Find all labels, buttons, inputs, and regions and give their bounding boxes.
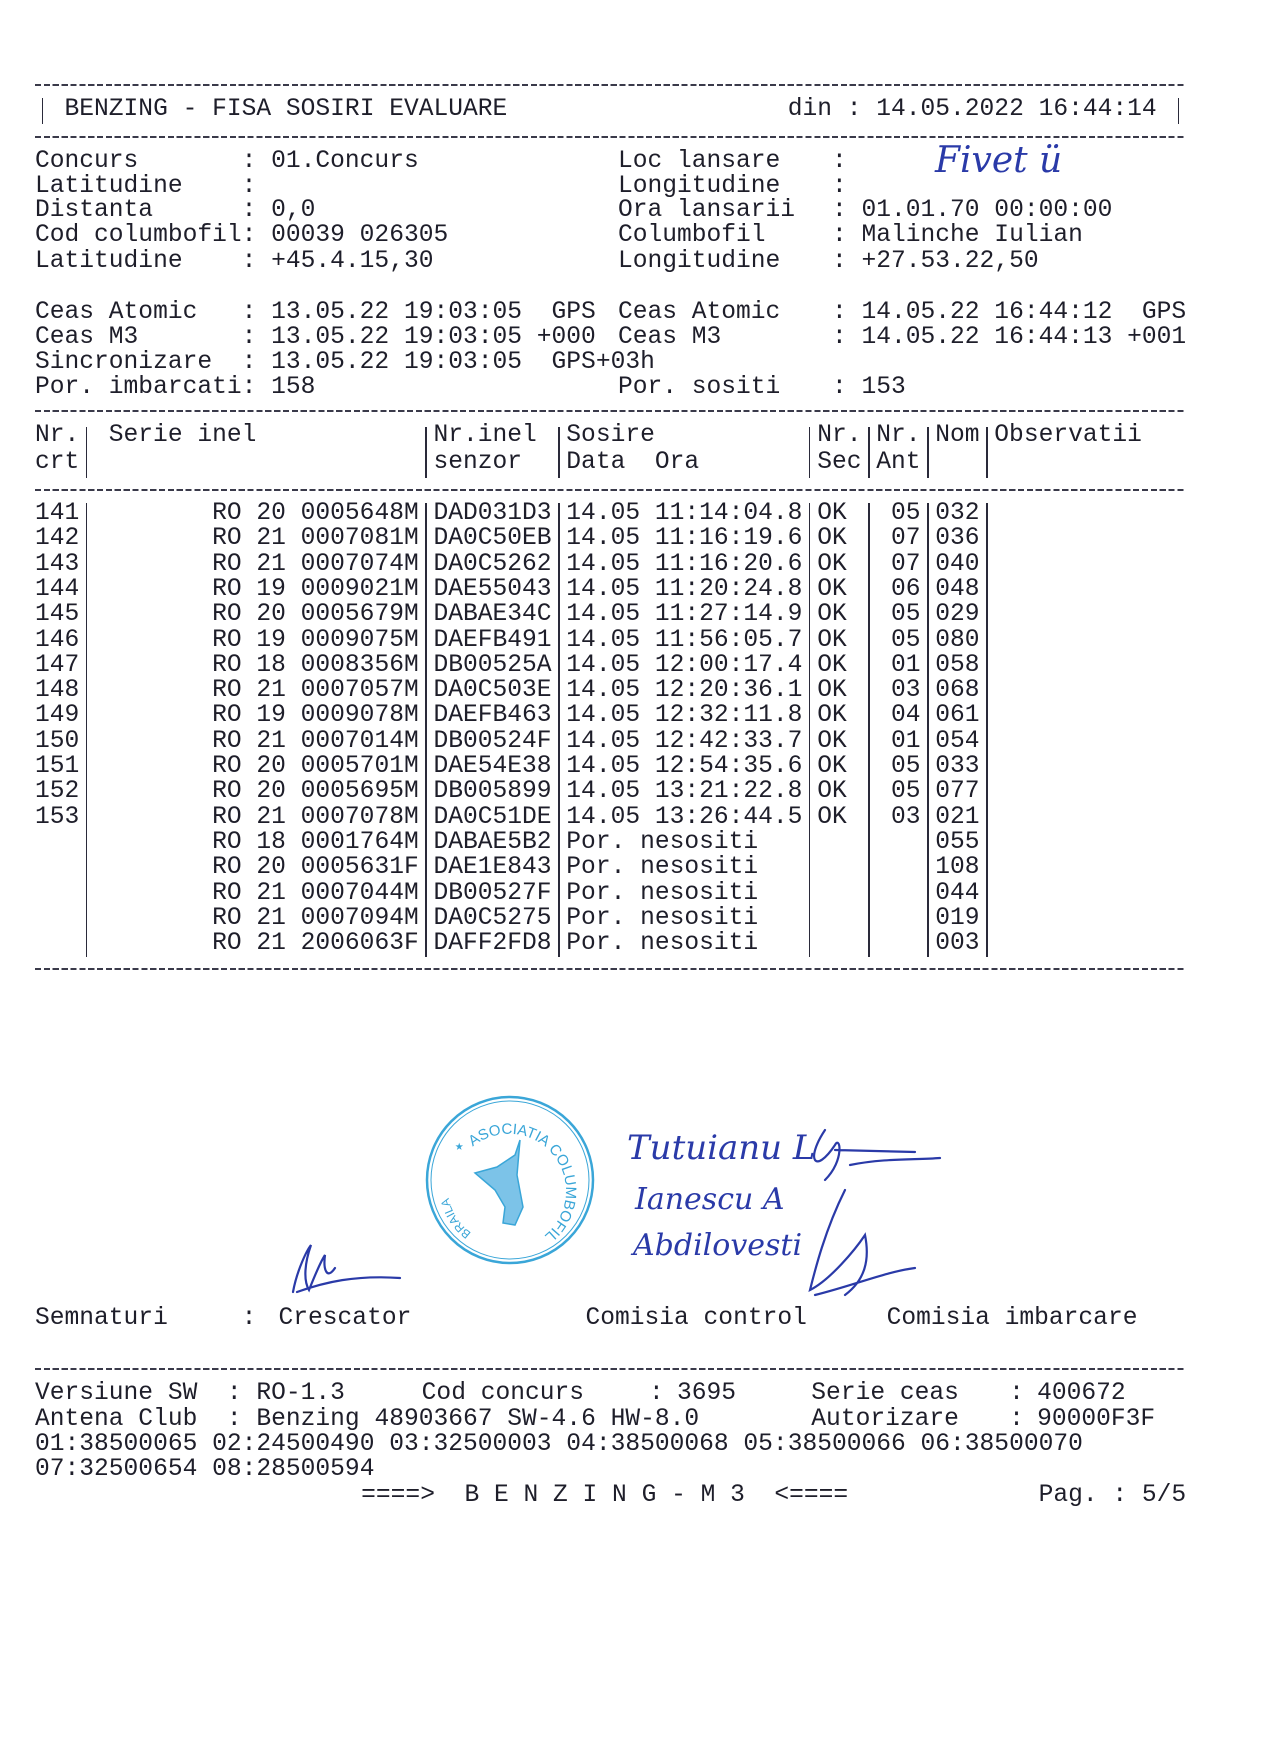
info-value: 0,0 (271, 197, 316, 224)
row-serie-inel: RO 19 0009075M (212, 626, 419, 654)
row-sosire: 14.05 13:26:44.5 (566, 803, 803, 831)
row-senzor: DB005899 (433, 778, 552, 806)
row-sosire: 14.05 12:20:36.1 (566, 677, 803, 705)
clock-value: 13.05.22 19:03:05 (271, 324, 523, 351)
row-status: OK (817, 626, 847, 654)
row-nom: 044 (935, 879, 980, 907)
clock-suffix: GPS (536, 299, 596, 326)
cod-concurs-label: Cod concurs (421, 1380, 585, 1407)
info-value: Malinche Iulian (861, 222, 1083, 249)
info-label: Ora lansarii (617, 197, 796, 224)
info-label: Latitudine (35, 248, 183, 275)
row-antenna: 07 (890, 525, 921, 553)
row-nom: 068 (935, 677, 980, 705)
row-sosire: 14.05 11:27:14.9 (566, 601, 803, 629)
row-status: OK (817, 803, 847, 831)
antennas-line-2: 07:32500654 08:28500594 (35, 1456, 375, 1483)
clock-label: Ceas Atomic (35, 299, 198, 326)
row-antenna: 04 (890, 702, 921, 730)
row-status: OK (817, 575, 847, 603)
col-nr-header-2: crt (35, 449, 80, 476)
clock-label: Ceas M3 (617, 324, 722, 351)
row-serie-inel: RO 20 0005679M (212, 601, 419, 629)
row-serie-inel: RO 21 0007081M (212, 525, 419, 553)
row-nom: 029 (935, 601, 980, 629)
autorizare-value: 90000F3F (1037, 1406, 1156, 1433)
row-senzor: DA0C5262 (433, 550, 552, 578)
row-sosire: Por. nesositi (566, 930, 759, 958)
info-value: +45.4.15,30 (271, 248, 434, 275)
clock-value: 13.05.22 19:03:05 (271, 349, 523, 376)
row-nom: 032 (935, 500, 980, 527)
row-nr: 141 (35, 500, 80, 527)
clock-value: 153 (861, 374, 906, 401)
row-nr: 145 (35, 601, 80, 629)
row-nom: 061 (935, 702, 980, 730)
signature-name-3: Abdilovesti (633, 1228, 803, 1263)
row-nom: 055 (935, 828, 980, 856)
signature-crescator: Crescator (278, 1305, 412, 1332)
row-status: OK (817, 601, 847, 629)
colon: : (831, 148, 847, 175)
colon: : (831, 173, 847, 200)
row-serie-inel: RO 18 0001764M (212, 828, 419, 856)
row-senzor: DA0C5275 (433, 904, 552, 932)
row-nom: 048 (935, 575, 980, 603)
colon: : (1009, 1406, 1024, 1433)
row-sosire: 14.05 11:20:24.8 (566, 575, 803, 603)
col-sec-header: Nr. (817, 422, 862, 449)
info-label: Loc lansare (617, 148, 781, 175)
row-antenna: 05 (890, 601, 921, 629)
clock-suffix: +001 (1112, 324, 1187, 351)
versiune-label: Versiune SW (35, 1380, 198, 1407)
page-number: Pag. : 5/5 (1038, 1482, 1187, 1509)
row-status: OK (817, 500, 847, 527)
colon: : (226, 1406, 242, 1433)
row-nr: 148 (35, 677, 80, 705)
svg-text:ASOCIATIA COLUMBOFILA: ASOCIATIA COLUMBOFILA (419, 1082, 580, 1246)
clock-suffix: GPS (1112, 299, 1187, 326)
handwritten-location: Fivet ü (935, 140, 1063, 181)
row-nom: 033 (935, 753, 980, 780)
clock-label: Por. sositi (617, 374, 781, 401)
info-value: 00039 026305 (271, 222, 449, 249)
row-sosire: Por. nesositi (566, 828, 759, 856)
col-obs-header: Observatii (994, 422, 1142, 449)
clock-suffix: +000 (536, 324, 596, 351)
report-title: BENZING - FISA SOSIRI EVALUARE (64, 96, 508, 123)
row-serie-inel: RO 19 0009021M (212, 575, 419, 603)
colon: : (1009, 1380, 1024, 1407)
row-senzor: DABAE5B2 (433, 828, 552, 856)
info-label: Distanta (35, 197, 154, 224)
colon: : (226, 1380, 242, 1407)
clock-value: 158 (271, 374, 316, 401)
row-senzor: DB00527F (433, 879, 552, 907)
row-nom: 036 (935, 525, 980, 553)
row-nr: 142 (35, 525, 80, 553)
row-senzor: DAE54E38 (433, 753, 552, 780)
info-label: Columbofil (617, 222, 766, 249)
row-sosire: 14.05 11:14:04.8 (566, 500, 803, 527)
row-antenna: 05 (890, 626, 921, 654)
row-senzor: DAE1E843 (433, 854, 552, 882)
serie-ceas-value: 400672 (1037, 1380, 1126, 1407)
row-nr: 152 (35, 778, 80, 806)
row-antenna: 01 (890, 727, 921, 755)
row-status: OK (817, 753, 847, 780)
row-sosire: 14.05 11:16:19.6 (566, 525, 803, 553)
row-nom: 077 (935, 778, 980, 806)
clock-value: 14.05.22 16:44:13 (861, 324, 1113, 351)
antennas-line-1: 01:38500065 02:24500490 03:32500003 04:38500068 05:38500066 06:38500070 (35, 1431, 1083, 1458)
row-nr: 147 (35, 651, 80, 679)
row-nr: 146 (35, 626, 80, 654)
colon: : (241, 248, 257, 275)
divider (35, 1368, 1186, 1370)
row-nom: 021 (935, 803, 980, 831)
colon: : (648, 1380, 664, 1407)
col-sosire-header-2: Data Ora (566, 449, 700, 476)
colon: : (241, 222, 257, 249)
row-antenna: 05 (890, 778, 921, 806)
colon: : (241, 299, 257, 326)
signature-comisia-imbarcare: Comisia imbarcare (886, 1305, 1138, 1332)
info-label: Longitudine (617, 173, 781, 200)
clock-value: 14.05.22 16:44:12 (861, 299, 1113, 326)
col-sosire-header: Sosire (566, 422, 655, 449)
clock-label: Por. imbarcati (35, 374, 242, 401)
row-status: OK (817, 525, 847, 553)
row-serie-inel: RO 21 0007057M (212, 677, 419, 705)
row-senzor: DAEFB463 (433, 702, 552, 730)
row-status: OK (817, 702, 847, 730)
antena-value: Benzing 48903667 SW-4.6 HW-8.0 (256, 1406, 700, 1433)
row-sosire: 14.05 13:21:22.8 (566, 778, 803, 806)
autorizare-label: Autorizare (811, 1406, 959, 1433)
colon: : (241, 148, 257, 175)
row-status: OK (817, 550, 847, 578)
row-nom: 040 (935, 550, 980, 578)
svg-text:★: ★ (455, 1139, 464, 1155)
signature-name-1: Tutuianu L (627, 1128, 816, 1168)
row-sosire: 14.05 11:56:05.7 (566, 626, 803, 654)
row-serie-inel: RO 21 0007044M (212, 879, 419, 907)
row-senzor: DA0C50EB (433, 525, 552, 553)
arrival-report-page (35, 0, 1235, 1754)
row-nom: 054 (935, 727, 980, 755)
row-serie-inel: RO 21 0007074M (212, 550, 419, 578)
row-status: OK (817, 727, 847, 755)
row-serie-inel: RO 21 0007078M (212, 803, 419, 831)
row-nr: 149 (35, 702, 80, 730)
footer-banner: ====> B E N Z I N G - M 3 <==== (361, 1482, 849, 1509)
colon: : (241, 197, 257, 224)
row-nom: 108 (935, 854, 980, 882)
colon: : (241, 349, 257, 376)
colon: : (831, 248, 847, 275)
row-nr: 150 (35, 727, 80, 755)
serie-ceas-label: Serie ceas (811, 1380, 959, 1407)
row-serie-inel: RO 20 0005701M (212, 753, 419, 780)
row-senzor: DB00525A (433, 651, 552, 679)
row-sosire: Por. nesositi (566, 854, 759, 882)
row-nom: 058 (935, 651, 980, 679)
clock-label: Ceas M3 (35, 324, 139, 351)
col-nom-header: Nom (935, 422, 980, 449)
info-label: Latitudine (35, 173, 183, 200)
row-serie-inel: RO 21 2006063F (212, 930, 419, 958)
col-senzor-header: Nr.inel (433, 422, 537, 449)
info-value: 01.01.70 00:00:00 (861, 197, 1113, 224)
row-serie-inel: RO 20 0005695M (212, 778, 419, 806)
row-antenna: 01 (890, 651, 921, 679)
row-senzor: DA0C51DE (433, 803, 552, 831)
row-sosire: 14.05 11:16:20.6 (566, 550, 803, 578)
row-serie-inel: RO 21 0007094M (212, 904, 419, 932)
row-antenna: 03 (890, 677, 921, 705)
colon: : (241, 1305, 257, 1332)
colon: : (831, 222, 847, 249)
info-value: 01.Concurs (271, 148, 419, 175)
row-senzor: DAD031D3 (433, 500, 552, 527)
colon: : (241, 324, 257, 351)
row-nr: 153 (35, 803, 80, 831)
report-date: din : 14.05.2022 16:44:14 (787, 96, 1157, 123)
signatures-label: Semnaturi (35, 1305, 168, 1332)
row-nom: 003 (935, 930, 980, 958)
row-serie-inel: RO 21 0007014M (212, 727, 419, 755)
clock-label: Ceas Atomic (617, 299, 781, 326)
clock-value: 13.05.22 19:03:05 (271, 299, 523, 326)
row-sosire: Por. nesositi (566, 904, 759, 932)
row-antenna: 03 (890, 803, 921, 831)
row-senzor: DAEFB491 (433, 626, 552, 654)
versiune-value: RO-1.3 (256, 1380, 345, 1407)
row-nom: 080 (935, 626, 980, 654)
colon: : (831, 299, 847, 326)
colon: : (831, 197, 847, 224)
row-senzor: DAE55043 (433, 575, 552, 603)
col-sec-header-2: Sec (817, 449, 862, 476)
clock-label: Sincronizare (35, 349, 213, 376)
colon: : (831, 324, 847, 351)
row-nom: 019 (935, 904, 980, 932)
row-status: OK (817, 778, 847, 806)
cod-concurs-value: 3695 (677, 1380, 737, 1407)
colon: : (241, 173, 257, 200)
row-senzor: DAFF2FD8 (433, 930, 552, 958)
col-ant-header-2: Ant (876, 449, 921, 476)
col-serie-header: Serie inel (108, 422, 257, 449)
row-status: OK (817, 677, 847, 705)
row-sosire: 14.05 12:42:33.7 (566, 727, 803, 755)
row-serie-inel: RO 18 0008356M (212, 651, 419, 679)
row-serie-inel: RO 19 0009078M (212, 702, 419, 730)
colon: : (831, 374, 847, 401)
row-sosire: Por. nesositi (566, 879, 759, 907)
row-sosire: 14.05 12:54:35.6 (566, 753, 803, 780)
row-nr: 143 (35, 550, 80, 578)
row-nr: 151 (35, 753, 80, 780)
svg-text:BRAILA: BRAILA (437, 1196, 474, 1242)
row-antenna: 06 (890, 575, 921, 603)
row-serie-inel: RO 20 0005648M (212, 500, 419, 527)
signature-comisia-control: Comisia control (585, 1305, 807, 1332)
row-senzor: DA0C503E (433, 677, 552, 705)
col-senzor-header-2: senzor (433, 449, 523, 476)
info-label: Cod columbofil (35, 222, 242, 249)
row-senzor: DB00524F (433, 727, 552, 755)
row-antenna: 05 (890, 753, 921, 780)
col-nr-header: Nr. (35, 422, 80, 449)
row-serie-inel: RO 20 0005631F (212, 854, 419, 882)
row-antenna: 07 (890, 550, 921, 578)
clock-suffix: GPS+03h (536, 349, 655, 376)
info-label: Concurs (35, 148, 139, 175)
row-sosire: 14.05 12:32:11.8 (566, 702, 803, 730)
signature-name-2: Ianescu A (635, 1182, 785, 1217)
info-label: Longitudine (617, 248, 781, 275)
row-senzor: DABAE34C (433, 601, 552, 629)
colon: : (241, 374, 257, 401)
row-nr: 144 (35, 575, 80, 603)
info-value: +27.53.22,50 (861, 248, 1039, 275)
antena-label: Antena Club (35, 1406, 198, 1433)
row-status: OK (817, 651, 847, 679)
row-antenna: 05 (890, 500, 921, 527)
col-ant-header: Nr. (876, 422, 921, 449)
row-sosire: 14.05 12:00:17.4 (566, 651, 803, 679)
